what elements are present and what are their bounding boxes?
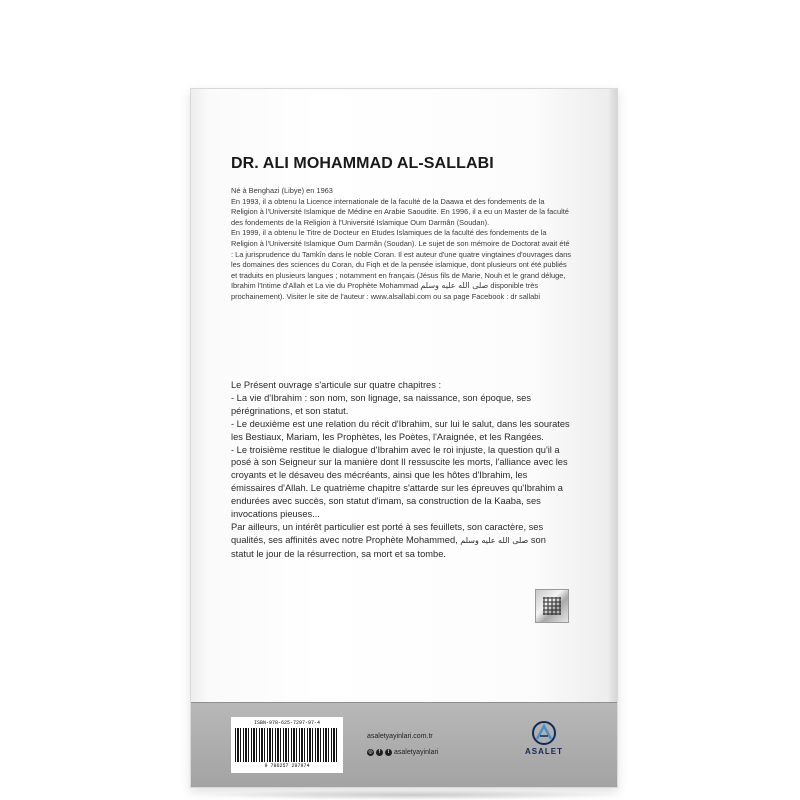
- bio-paragraph-2: [231, 228, 571, 302]
- publisher-social-handle: asaletyayinlari: [394, 749, 439, 756]
- salawat-text: صلى الله عليه وسلم: [420, 281, 489, 291]
- publisher-logo: [509, 721, 579, 771]
- isbn-text: ISBN-978-625-7297-97-4: [253, 720, 320, 726]
- bio-birth: Né à Benghazi (Libye) en 1963: [231, 186, 333, 195]
- twitter-icon: t: [385, 749, 392, 756]
- logo-text: ASALET: [525, 747, 563, 756]
- bio-paragraph-1: En 1993, il a obtenu la Licence internationale de la faculté de la Daawa et des fondements de la Religion à l'Université Islamique de Médine en Arabie Saoudite. En 1996, il a eu un Master de la faculté des fondements de la Religion à l'Université Islamique Oum Darmân (Soudan).: [231, 196, 569, 227]
- barcode-label: [231, 717, 343, 773]
- book-page-edge: [609, 89, 617, 787]
- facebook-icon: f: [376, 749, 383, 756]
- summary-salawat: صلى الله عليه وسلم: [460, 535, 529, 545]
- publisher-band: [191, 702, 617, 787]
- summary-chapter-2: - Le deuxième est une relation du récit d'Ibrahim, sur lui le salut, dans les sourates les Bestiaux, Mariam, les Prophètes, les Poètes, l'Araignée, et les Rangées.: [231, 418, 570, 442]
- asalet-logo-icon: [531, 721, 557, 745]
- summary-chapter-1: - La vie d'Ibrahim : son nom, son lignage, sa naissance, son époque, ses pérégrinations, et son statut.: [231, 392, 531, 416]
- publisher-website: asaletyayinlari.com.tr: [367, 733, 433, 740]
- summary-chapter-3-4: - Le troisième restitue le dialogue d'Ibrahim avec le roi injuste, la question qu'il a posé à son Seigneur sur la manière dont Il ressuscite les morts, l'alliance avec les croyants et le désaveu des mécréants, ainsi que les hôtes d'Ibrahim, les émissaires d'Allah. Le quatrième chapitre s'attarde sur les épreuves qu'Ibrahim a endurées avec succès, son statut d'imam, sa construction de la Kaaba, ses invocations pieuses...: [231, 444, 568, 520]
- summary-intro: Le Présent ouvrage s'articule sur quatre chapitres :: [231, 380, 442, 390]
- bio-paragraph-2-text: En 1999, il a obtenu le Titre de Docteur en Etudes Islamiques de la faculté des fondements de la Religion à l'Université Islamique Oum Darmân (Soudan). Le sujet de son mémoire de Doctorat avait été : La jurisprudence du Tamkîn dans le noble Coran. Il est auteur d'une quatre vingtaines d'ouvrages dans les domaines des sciences du Coran, du Fiqh et de la pensée islamique, dont plusieurs ont été publiés et traduits en plusieurs langues ; notamment en français (Jésus fils de Marie, Nouh et le grand déluge, Ibrahim l'Intime d'Allah et La vie du Prophète Mohammad: [231, 228, 571, 291]
- qr-code: [543, 597, 561, 615]
- summary-closing-text: Par ailleurs, un intérêt particulier est porté à ses feuillets, son caractère, ses qualités, ses affinités avec notre Prophète Mohammed,: [231, 521, 544, 545]
- barcode-bars: [235, 728, 339, 762]
- author-bio: [231, 186, 571, 303]
- instagram-icon: ◎: [368, 749, 373, 755]
- bio-paragraph-3-text: disponible très prochainement). Visiter le site de l'auteur : www.alsallabi.com ou sa page Facebook : dr sallabi: [231, 281, 540, 301]
- barcode-number: 9 786257 297974: [264, 763, 310, 769]
- book-summary: [231, 379, 571, 561]
- publisher-social: [367, 749, 438, 756]
- summary-closing: [231, 521, 571, 561]
- book-back-cover: [190, 88, 618, 788]
- book-shadow: [200, 790, 620, 800]
- summary-closing-end: son statut le jour de la résurrection, sa mort et sa tombe.: [231, 534, 546, 559]
- author-name: DR. ALI MOHAMMAD AL-SALLABI: [231, 155, 494, 172]
